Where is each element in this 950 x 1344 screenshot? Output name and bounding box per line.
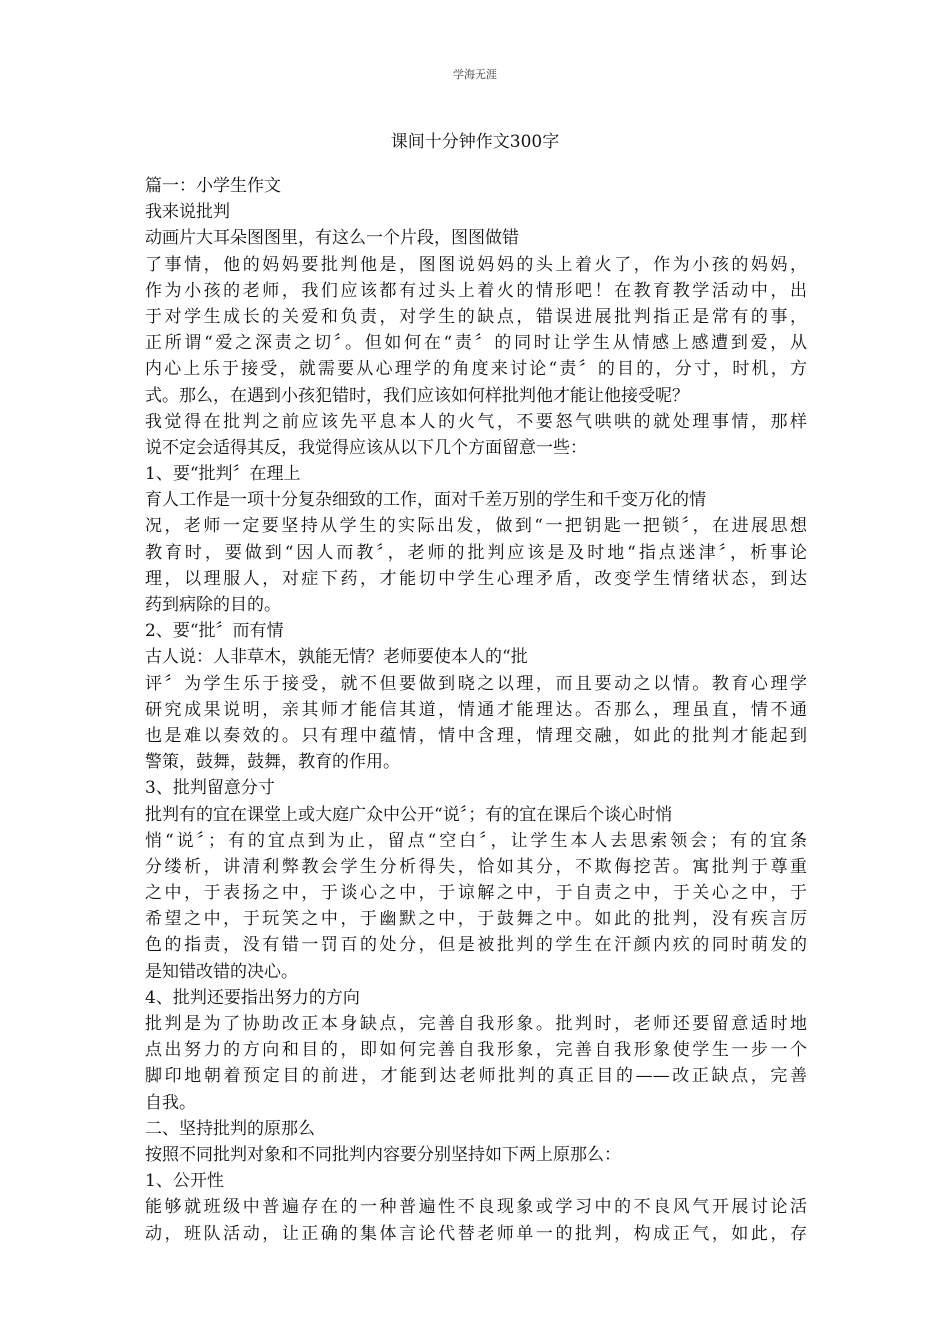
text-line: 况，老师一定要坚持从学生的实际出发，做到“一把钥匙一把锁〞，在进展思想 (145, 516, 807, 537)
text-line: 悄“说〞；有的宜点到为止，留点“空白〞，让学生本人去思索领会；有的宜条 (145, 830, 807, 851)
text-line: 是知错改错的决心。 (145, 961, 298, 982)
text-line: 内心上乐于接受，就需要从心理学的角度来讨论“责〞的目的，分寸，时机，方 (145, 359, 807, 380)
text-line: 1、公开性 (145, 1171, 224, 1192)
text-line: 我觉得在批判之前应该先平息本人的火气，不要怒气哄哄的就处理事情，那样 (145, 411, 807, 432)
text-line: 1、要“批判〞在理上 (145, 464, 301, 485)
text-line: 脚印地朝着预定目的前进，才能到达老师批判的真正目的——改正缺点，完善 (145, 1066, 807, 1087)
document-title: 课间十分钟作文300字 (390, 132, 560, 152)
text-line: 色的指责，没有错一罚百的处分，但是被批判的学生在汗颜内疚的同时萌发的 (145, 935, 807, 956)
text-line: 篇一：小学生作文 (145, 176, 281, 196)
text-line: 式。那么，在遇到小孩犯错时，我们应该如何样批判他才能让他接受呢？ (145, 385, 689, 406)
text-line: 正所谓“爱之深责之切〞。但如何在“责〞的同时让学生从情感上感遭到爱，从 (145, 333, 807, 354)
text-line: 希望之中，于玩笑之中，于幽默之中，于鼓舞之中。如此的批判，没有疾言厉 (145, 909, 807, 930)
text-line: 研究成果说明，亲其师才能信其道，情通才能理达。否那么，理虽直，情不通 (145, 699, 807, 720)
text-line: 按照不同批判对象和不同批判内容要分别坚持如下两上原那么： (145, 1144, 621, 1165)
page-header: 学海无涯 (453, 68, 497, 81)
text-line: 作为小孩的老师，我们应该都有过头上着火的情形吧！在教育教学活动中，出 (145, 280, 807, 301)
document-body (145, 173, 807, 1247)
text-line: 之中，于表扬之中，于谈心之中，于谅解之中，于自责之中，于关心之中，于 (145, 883, 807, 904)
text-line: 批判有的宜在课堂上或大庭广众中公开“说〞；有的宜在课后个谈心时悄 (145, 804, 673, 825)
text-line: 4、批判还要指出努力的方向 (145, 987, 360, 1008)
text-line: 药到病除的目的。 (145, 595, 281, 615)
text-line: 二、坚持批判的原那么 (145, 1118, 315, 1139)
text-line: 动，班队活动，让正确的集体言论代替老师单一的批判，构成正气，如此，存 (145, 1223, 807, 1244)
text-line: 评〞为学生乐于接受，就不但要做到晓之以理，而且要动之以情。教育心理学 (145, 673, 807, 694)
text-line: 批判是为了协助改正本身缺点，完善自我形象。批判时，老师还要留意适时地 (145, 1014, 807, 1034)
text-line: 2、要“批〞而有情 (145, 621, 284, 642)
text-line: 了事情，他的妈妈要批判他是，图图说妈妈的头上着火了，作为小孩的妈妈， (145, 254, 807, 275)
text-line: 于对学生成长的关爱和负责，对学生的缺点，错误进展批判指正是常有的事， (145, 306, 807, 327)
text-line: 教育时，要做到“因人而教〞，老师的批判应该是及时地“指点迷津〞，析事论 (145, 542, 807, 563)
text-line: 分缕析，讲清利弊教会学生分析得失，恰如其分，不欺侮挖苦。寓批判于尊重 (145, 856, 807, 877)
text-line: 育人工作是一项十分复杂细致的工作，面对千差万别的学生和千变万化的情 (145, 490, 706, 511)
text-line: 点出努力的方向和目的，即如何完善自我形象，完善自我形象使学生一步一个 (145, 1040, 807, 1061)
text-line: 说不定会适得其反，我觉得应该从以下几个方面留意一些： (145, 437, 587, 458)
text-line: 3、批判留意分寸 (145, 778, 275, 799)
text-line: 理，以理服人，对症下药，才能切中学生心理矛盾，改变学生情绪状态，到达 (145, 568, 807, 589)
text-line: 警策，鼓舞，鼓舞，教育的作用。 (145, 752, 400, 773)
text-line: 能够就班级中普遍存在的一种普遍性不良现象或学习中的不良风气开展讨论活 (145, 1197, 807, 1218)
text-line: 也是难以奏效的。只有理中蕴情，情中含理，情理交融，如此的批判才能起到 (145, 725, 807, 746)
text-line: 动画片大耳朵图图里，有这么一个片段，图图做错 (145, 228, 519, 249)
text-line: 古人说：人非草木，孰能无情？老师要使本人的“批 (145, 647, 528, 668)
text-line: 自我。 (145, 1092, 196, 1113)
text-line: 我来说批判 (145, 202, 230, 223)
